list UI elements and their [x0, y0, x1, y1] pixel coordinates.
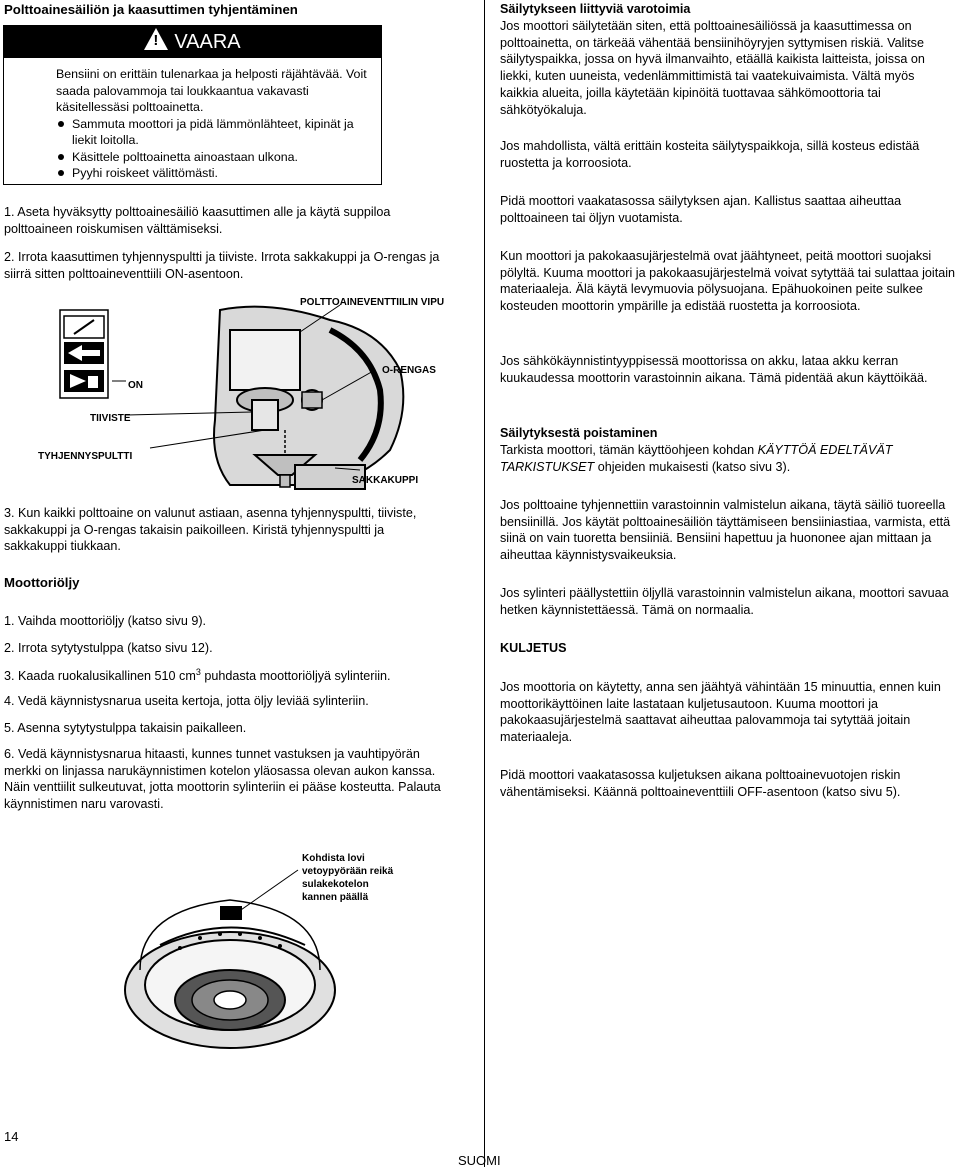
removal-paragraph-3: Jos sylinteri päällystettiin öljyllä varastoinnin valmistelun aikana, moottori savuaa hetken käynnistettäessä. Tämä on normaalia. — [500, 586, 949, 617]
oil-step-1: 1. Vaihda moottoriöljy (katso sivu 9). — [4, 614, 207, 628]
storage-paragraph-3: Pidä moottori vaakatasossa säilytyksen ajan. Kallistus saattaa aiheuttaa polttoaineen tai öljyn vuotamista. — [500, 194, 902, 225]
starter-figure — [120, 850, 430, 1050]
danger-label: VAARA — [174, 31, 241, 53]
label-o-ring: O-RENGAS — [382, 365, 436, 376]
danger-text — [56, 66, 376, 182]
label-gasket: TIIVISTE — [90, 413, 131, 424]
removal-heading: Säilytyksestä poistaminen — [500, 426, 658, 440]
storage-paragraph-4: Kun moottori ja pakokaasujärjestelmä ovat jäähtyneet, peitä moottori suojaksi pölyltä. Kuuma moottori ja pakokaasujärjestelmä voivat sytyttää tai sulattaa joitain materiaaleja. Älä käytä levymuovia pölysuojana. Epähuokoinen peite sulkee kosteuden moottorin ympärille ja edistää ruostetta ja korroosiota. — [500, 249, 956, 314]
danger-bullet: Pyyhi roiskeet välittömästi. — [56, 165, 376, 182]
oil-step-2: 2. Irrota sytytystulppa (katso sivu 12). — [4, 641, 213, 655]
warning-triangle-icon: ! — [144, 28, 168, 50]
transport-paragraph-1: Jos moottoria on käytetty, anna sen jäähtyä vähintään 15 minuuttia, ennen kuin moottorikäyttöinen laite lastataan kuljetusautoon. Kuuma moottori ja pakokaasujärjestelmä saattavat aiheuttaa palovammoja tai sytyttää joitain materiaaleja. — [500, 680, 941, 745]
carburetor-figure — [30, 290, 470, 490]
section-title: Polttoainesäiliön ja kaasuttimen tyhjentäminen — [4, 2, 298, 17]
transport-heading: KULJETUS — [500, 641, 567, 655]
storage-paragraph-5: Jos sähkökäynnistintyyppisessä moottorissa on akku, lataa akku kerran kuukaudessa moottorin varastoinnin aikana. Tämä pidentää akun käyttöikää. — [500, 354, 928, 385]
danger-intro: Bensiini on erittäin tulenarkaa ja helposti räjähtävää. Voit saada palovammoja tai loukkaantua vakavasti käsitellessäsi polttoainetta. — [56, 67, 367, 114]
danger-warning-box — [3, 25, 382, 185]
label-on: ON — [128, 380, 143, 391]
removal-paragraph-1: Tarkista moottori, tämän käyttöohjeen kohdan KÄYTTÖÄ EDELTÄVÄT TARKISTUKSET ohjeiden mukaisesti (katso sivu 3). — [500, 443, 893, 474]
danger-bullet: Sammuta moottori ja pidä lämmönlähteet, kipinät ja liekit loitolla. — [56, 116, 376, 149]
step-2: 2. Irrota kaasuttimen tyhjennyspultti ja tiiviste. Irrota sakkakuppi ja O-rengas ja siirrä sitten polttoaineventtiili ON-asentoon. — [4, 250, 440, 281]
storage-paragraph-2: Jos mahdollista, vältä erittäin kosteita säilytyspaikkoja, sillä kosteus edistää ruostetta ja korroosiota. — [500, 139, 920, 170]
storage-paragraph-1: Jos moottori säilytetään siten, että polttoainesäiliössä ja kaasuttimessa on polttoainetta, on tärkeää vähentää bensiinihöyryjen syttymisen riskiä. Valitse säilytyspaikka, jossa on hyvä ilmanvaihto, etäällä kaikista laitteista, joissa on liekki, kuten uuneista, vedenlämmittimistä tai vaatekuivaimista. Vältä myös kaikkia alueita, joilla käytetään kipinöitä tuottavaa sähkömoottoria tai sähkötyökaluja. — [500, 19, 925, 117]
step-1: 1. Aseta hyväksytty polttoainesäiliö kaasuttimen alle ja käytä suppiloa polttoaineen roiskumisen välttämiseksi. — [4, 205, 391, 236]
label-valve-lever: POLTTOAINEVENTTIILIN VIPU — [300, 297, 445, 308]
storage-heading: Säilytykseen liittyviä varotoimia — [500, 2, 691, 16]
label-drain-bolt: TYHJENNYSPULTTI — [38, 451, 133, 462]
label-sediment-cup: SAKKAKUPPI — [352, 475, 419, 486]
transport-paragraph-2: Pidä moottori vaakatasossa kuljetuksen aikana polttoainevuotojen riskin vähentämiseksi. Käännä polttoaineventtiili OFF-asentoon (katso sivu 5). — [500, 768, 901, 799]
oil-step-6: 6. Vedä käynnistysnarua hitaasti, kunnes tunnet vastuksen ja vauhtipyörän merkki on linjassa narukäynnistimen kotelon yläosassa olevan aukon kanssa. Näin venttiilit sulkeutuvat, jotta moottorin sylinteriin ei pääse kosteutta. Palauta käynnistimen naru varovasti. — [4, 747, 441, 812]
removal-paragraph-2: Jos polttoaine tyhjennettiin varastoinnin valmistelun aikana, täytä säiliö tuoreella bensiinillä. Jos käytät polttoainesäiliön täyttämiseen bensiiniastiaa, varmista, että siinä on vain tuoretta bensiiniä. Bensiini hapettuu ja huononee ajan mittaan ja aiheuttaa käynnistysvaikeuksia. — [500, 498, 951, 563]
column-divider — [484, 0, 485, 1167]
callout-align-notch: Kohdista lovi vetoypyörään reikä sulakekotelon kannen päällä — [302, 853, 394, 903]
oil-step-3: 3. Kaada ruokalusikallinen 510 $cm^3$ puhdasta moottoriöljyä sylinteriin. — [4, 667, 391, 684]
oil-step-5: 5. Asenna sytytystulppa takaisin paikalleen. — [4, 721, 247, 735]
step-3: 3. Kun kaikki polttoaine on valunut astiaan, asenna tyhjennyspultti, tiiviste, sakkakuppi ja O-rengas takaisin paikoilleen. Kiristä tyhjennyspultti ja sakkakuppi tiukkaan. — [4, 506, 417, 554]
oil-heading: Moottoriöljy — [4, 575, 80, 590]
page-number: 14 — [4, 1129, 19, 1144]
danger-bullet: Käsittele polttoainetta ainoastaan ulkona. — [56, 149, 376, 166]
language-label: SUOMI — [458, 1153, 501, 1168]
oil-step-4: 4. Vedä käynnistysnarua useita kertoja, jotta öljy leviää sylinteriin. — [4, 694, 369, 708]
danger-header — [4, 26, 381, 58]
